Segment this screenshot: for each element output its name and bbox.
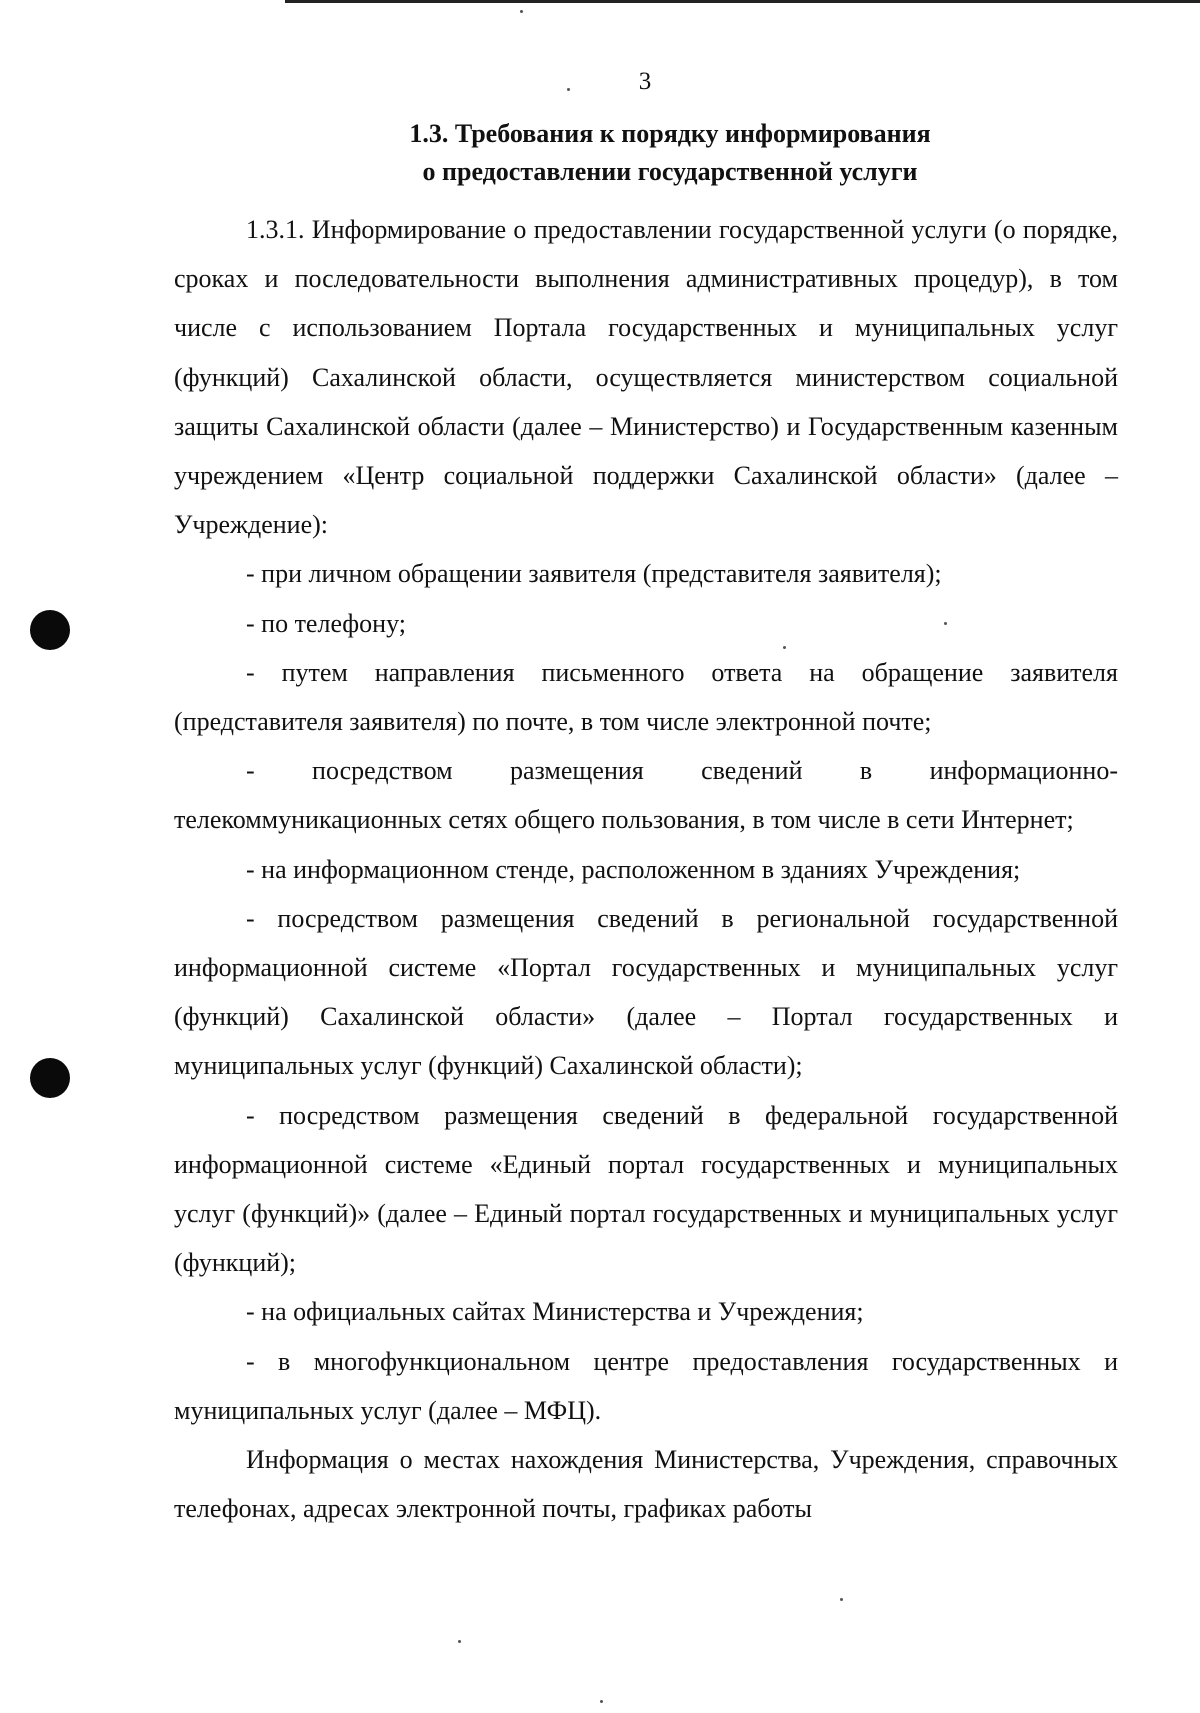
section-heading — [310, 115, 1030, 191]
list-item-written-reply: - путем направления письменного ответа на обращение заявителя (представителя заявителя) по почте, в том числе электронной почте; — [174, 657, 1118, 737]
list-item-internet: - посредством размещения сведений в информационно-телекоммуникационных сетях общего пользования, в том числе в сети Интернет; — [174, 756, 1118, 835]
list-item-info-stand: - на информационном стенде, расположенном в зданиях Учреждения; — [246, 854, 1021, 884]
document-body — [174, 205, 1118, 1533]
list-item-phone: - по телефону; — [246, 608, 406, 638]
scan-speck — [520, 10, 523, 13]
list-item-regional-portal: - посредством размещения сведений в региональной государственной информационной системе «Портал государственных и муниципальных услуг (функций) Сахалинской области» (далее – Портал государственных и муниципальных услуг (функций) Сахалинской области); — [174, 903, 1118, 1081]
paragraph-1-3-1: 1.3.1. Информирование о предоставлении государственной услуги (о порядке, сроках и последовательности выполнения административных процедур), в том числе с использованием Портала государственных и муниципальных услуг (функций) Сахалинской области, осуществляется министерством социальной защиты Сахалинской области (далее – Министерство) и Государственным казенным учреждением «Центр социальной поддержки Сахалинской области» (далее – Учреждение): — [174, 215, 1118, 540]
punch-hole-mark — [30, 1058, 70, 1098]
list-item-official-sites: - на официальных сайтах Министерства и Учреждения; — [246, 1297, 864, 1327]
top-border-line — [285, 0, 1200, 3]
scan-speck — [600, 1700, 603, 1703]
page-number: 3 — [638, 68, 652, 95]
list-item-personal-appeal: - при личном обращении заявителя (представителя заявителя); — [246, 559, 942, 589]
punch-hole-mark — [30, 610, 70, 650]
scan-speck — [458, 1640, 461, 1643]
section-heading-line-1: 1.3. Требования к порядку информирования — [409, 119, 931, 148]
list-item-mfc: - в многофункциональном центре предоставления государственных и муниципальных услуг (далее – МФЦ). — [174, 1346, 1118, 1425]
section-heading-line-2: о предоставлении государственной услуги — [422, 157, 918, 186]
scan-speck — [840, 1598, 843, 1601]
list-item-federal-portal: - посредством размещения сведений в федеральной государственной информационной системе «Единый портал государственных и муниципальных услуг (функций)» (далее – Единый портал государственных и муниципальных услуг (функций); — [174, 1100, 1118, 1278]
paragraph-location-info: Информация о местах нахождения Министерства, Учреждения, справочных телефонах, адресах электронной почты, графиках работы — [174, 1445, 1118, 1524]
